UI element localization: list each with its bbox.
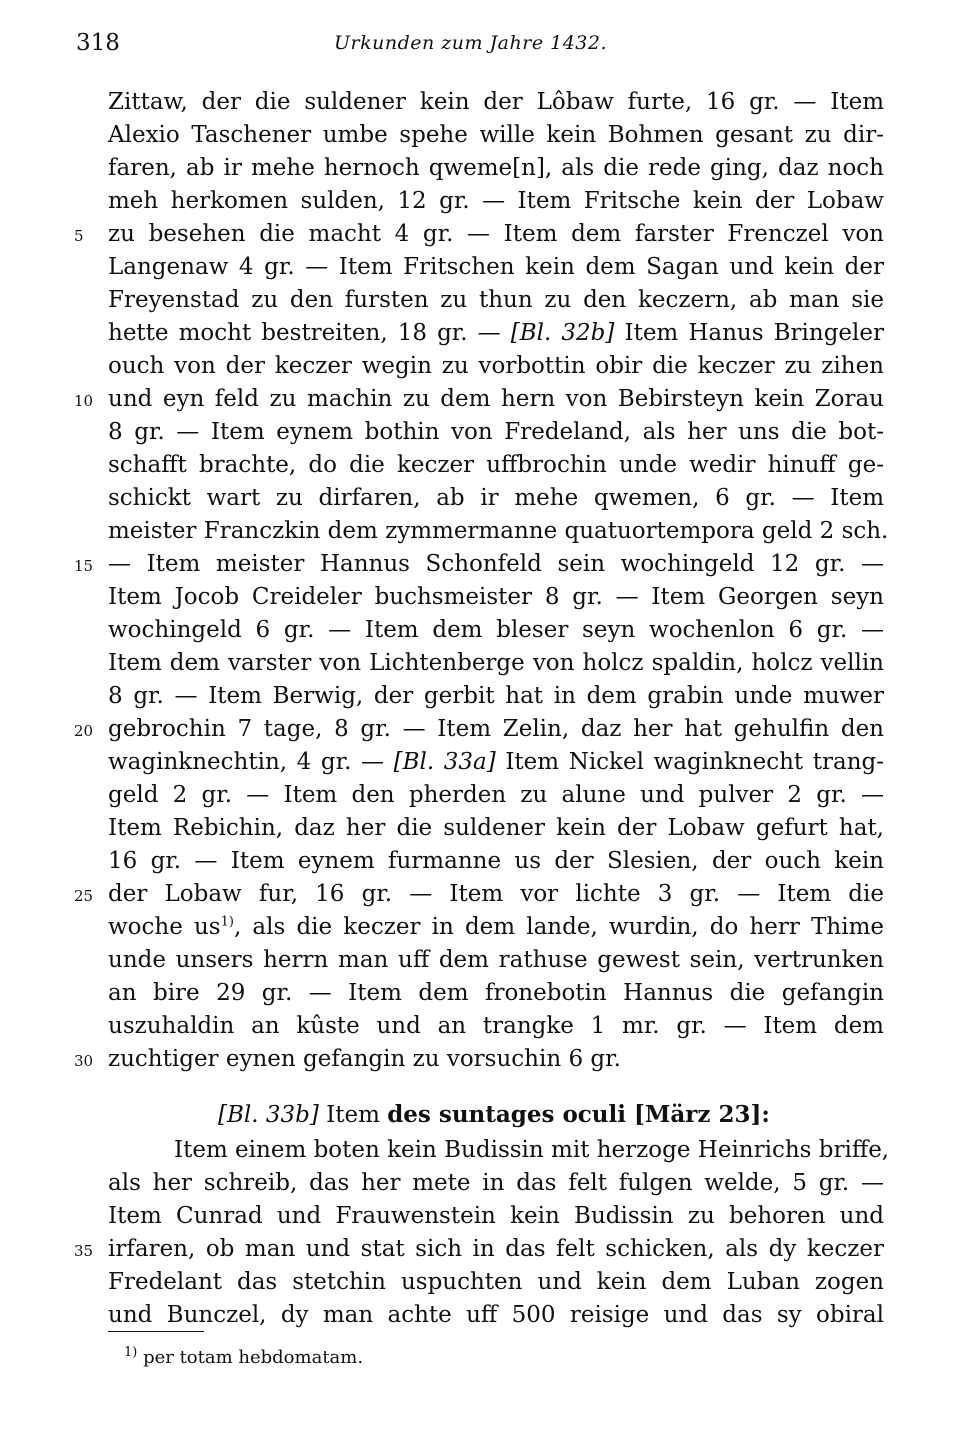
text-line: 8 gr. — Item Berwig, der gerbit hat in dem grabin unde muwer <box>108 683 884 709</box>
text-line: irfaren, ob man und stat sich in das felt schicken, als dy keczer <box>108 1236 884 1262</box>
text-line: meister Franczkin dem zymmermanne quatuortempora geld 2 sch. <box>108 518 889 544</box>
text-line <box>108 746 884 779</box>
text-line: wochingeld 6 gr. — Item dem bleser seyn wochenlon 6 gr. — <box>108 617 884 643</box>
text-segment: hette mocht bestreiten, 18 gr. — <box>108 320 511 346</box>
footnote-text: per totam hebdomatam. <box>137 1347 364 1368</box>
text-line: ouch von der keczer wegin zu vorbottin obir die keczer zu zihen <box>108 353 884 379</box>
text-line: Item Cunrad und Frauwenstein kein Budissin zu behoren und <box>108 1203 884 1229</box>
text-line: meh herkomen sulden, 12 gr. — Item Fritsche kein der Lobaw <box>108 188 884 214</box>
line-number: 25 <box>74 887 94 905</box>
text-line: zu besehen die macht 4 gr. — Item dem farster Frenczel von <box>108 221 884 247</box>
text-line: Alexio Taschener umbe spehe wille kein Bohmen gesant zu dir- <box>108 122 884 148</box>
text-line: Item einem boten kein Budissin mit herzoge Heinrichs briffe, <box>174 1137 890 1163</box>
footnote-marker: 1) <box>124 1345 138 1360</box>
footnote-ref: 1) <box>220 914 234 930</box>
text-line: schafft brachte, do die keczer uffbrochin unde wedir hinuff ge- <box>108 452 884 478</box>
text-line: uszuhaldin an kûste und an trangke 1 mr. gr. — Item dem <box>108 1013 884 1039</box>
running-head: Urkunden zum Jahre 1432. <box>334 32 608 54</box>
text-line: und Bunczel, dy man achte uff 500 reisige und das sy obiral <box>108 1302 884 1328</box>
line-number: 35 <box>74 1242 94 1260</box>
line-number: 20 <box>74 722 94 740</box>
page-number: 318 <box>76 30 120 56</box>
text-line: gebrochin 7 tage, 8 gr. — Item Zelin, daz her hat gehulfin den <box>108 716 884 742</box>
folio-marker: [Bl. 33a] <box>393 749 496 775</box>
text-segment: Item Hanus Bringeler <box>614 320 884 346</box>
text-line: zuchtiger eynen gefangin zu vorsuchin 6 gr. <box>108 1046 621 1072</box>
text-line <box>108 911 884 944</box>
text-line <box>108 317 884 350</box>
text-line: schickt wart zu dirfaren, ab ir mehe qwemen, 6 gr. — Item <box>108 485 884 511</box>
heading-title: des suntages oculi [März 23]: <box>387 1101 770 1128</box>
heading-item: Item <box>326 1102 380 1128</box>
line-number: 10 <box>74 392 94 410</box>
line-number: 5 <box>74 227 84 245</box>
folio-marker: [Bl. 32b] <box>510 320 615 346</box>
line-number: 30 <box>74 1052 94 1070</box>
line-number: 15 <box>74 557 94 575</box>
text-line: an bire 29 gr. — Item dem fronebotin Hannus die gefangin <box>108 980 884 1006</box>
text-line: der Lobaw fur, 16 gr. — Item vor lichte 3 gr. — Item die <box>108 881 884 907</box>
text-line: unde unsers herrn man uff dem rathuse gewest sein, vertrunken <box>108 947 884 973</box>
text-segment: , als die keczer in dem lande, wurdin, do herr Thime <box>233 914 884 940</box>
text-segment: woche us <box>108 914 221 940</box>
text-line: faren, ab ir mehe hernoch qweme[n], als die rede ging, daz noch <box>108 155 884 181</box>
text-line: — Item meister Hannus Schonfeld sein wochingeld 12 gr. — <box>108 551 884 577</box>
text-line: 16 gr. — Item eynem furmanne us der Slesien, der ouch kein <box>108 848 884 874</box>
text-line: Item Jocob Creideler buchsmeister 8 gr. — Item Georgen seyn <box>108 584 884 610</box>
footnote <box>124 1345 363 1371</box>
text-segment: waginknechtin, 4 gr. — <box>108 749 394 775</box>
text-line: als her schreib, das her mete in das felt fulgen welde, 5 gr. — <box>108 1170 884 1196</box>
text-segment: Item Nickel waginknecht trang- <box>495 749 885 775</box>
text-line: Item dem varster von Lichtenberge von holcz spaldin, holcz vellin <box>108 650 884 676</box>
text-line: 8 gr. — Item eynem bothin von Fredeland, als her uns die bot- <box>108 419 884 445</box>
footnote-rule <box>108 1331 204 1332</box>
text-line: Fredelant das stetchin uspuchten und kein dem Luban zogen <box>108 1269 884 1295</box>
folio-marker: [Bl. 33b] <box>218 1102 319 1128</box>
text-line: Zittaw, der die suldener kein der Lôbaw furte, 16 gr. — Item <box>108 89 884 115</box>
text-line: und eyn feld zu machin zu dem hern von Bebirsteyn kein Zorau <box>108 386 884 412</box>
text-line: Langenaw 4 gr. — Item Fritschen kein dem Sagan und kein der <box>108 254 884 280</box>
text-line: geld 2 gr. — Item den pherden zu alune und pulver 2 gr. — <box>108 782 884 808</box>
section-heading <box>218 1098 858 1132</box>
page-header <box>76 30 884 64</box>
text-line: Freyenstad zu den fursten zu thun zu den keczern, ab man sie <box>108 287 884 313</box>
text-line: Item Rebichin, daz her die suldener kein der Lobaw gefurt hat, <box>108 815 884 841</box>
